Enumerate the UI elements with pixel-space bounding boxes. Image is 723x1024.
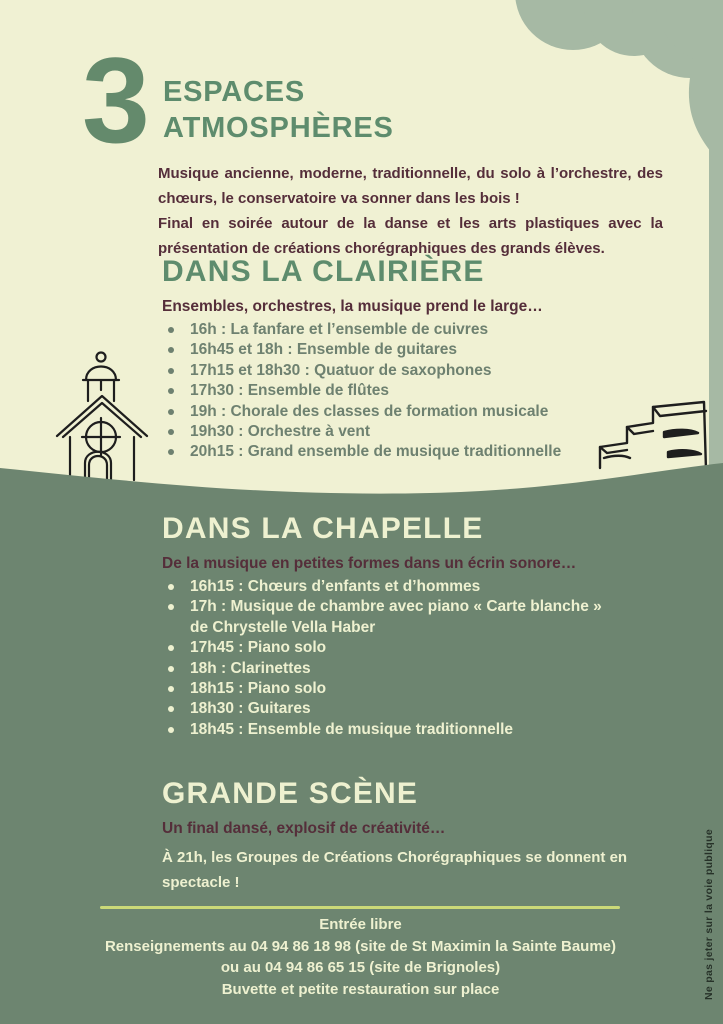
schedule-list	[162, 320, 682, 463]
title-line-1: ESPACES	[163, 76, 306, 108]
schedule-item: 16h15 : Chœurs d’enfants et d’hommes	[162, 577, 682, 597]
schedule-item: 16h : La fanfare et l’ensemble de cuivres	[162, 320, 682, 340]
schedule-item: 19h30 : Orchestre à vent	[162, 422, 682, 442]
schedule-item: 18h45 : Ensemble de musique traditionnelle	[162, 720, 682, 740]
schedule-item: 17h15 et 18h30 : Quatuor de saxophones	[162, 361, 682, 381]
schedule-list	[162, 577, 682, 740]
schedule-item: 19h : Chorale des classes de formation musicale	[162, 402, 682, 422]
section-subtitle: De la musique en petites formes dans un écrin sonore…	[162, 555, 577, 572]
intro-paragraph-1: Musique ancienne, moderne, traditionnelle, du solo à l’orchestre, des chœurs, le conservatoire va sonner dans les bois !	[158, 165, 663, 207]
schedule-item-continuation: de Chrystelle Vella Haber	[190, 618, 376, 636]
side-note-vertical: Ne pas jeter sur la voie publique	[703, 829, 715, 1000]
schedule-item: 18h15 : Piano solo	[162, 679, 682, 699]
bullet-dot-icon	[168, 727, 174, 733]
footer-divider	[100, 906, 620, 909]
schedule-item: 17h : Musique de chambre avec piano « Carte blanche »	[162, 597, 682, 617]
page-number: 3	[82, 32, 150, 168]
schedule-item: 18h : Clarinettes	[162, 659, 682, 679]
bullet-dot-icon	[168, 347, 174, 353]
intro-paragraph-2: Final en soirée autour de la danse et les arts plastiques avec la présentation de créations chorégraphiques des grands élèves.	[158, 215, 663, 257]
section-chapelle	[162, 512, 682, 740]
footer-phone-line-2: ou au 04 94 86 65 15 (site de Brignoles)	[220, 959, 501, 976]
bullet-dot-icon	[168, 368, 174, 374]
section-heading: GRANDE SCÈNE	[162, 777, 419, 810]
bullet-dot-icon	[168, 388, 174, 394]
footer	[38, 914, 683, 1000]
section-heading: DANS LA CLAIRIÈRE	[162, 255, 485, 288]
footer-entry-line: Entrée libre	[319, 916, 402, 933]
intro-text	[158, 161, 663, 261]
schedule-item: 18h30 : Guitares	[162, 699, 682, 719]
title-line-2: ATMOSPHÈRES	[163, 112, 394, 144]
bullet-dot-icon	[168, 409, 174, 415]
bullet-dot-icon	[168, 604, 174, 610]
bullet-dot-icon	[168, 706, 174, 712]
section-grande-scene	[162, 777, 682, 895]
section-heading: DANS LA CHAPELLE	[162, 512, 484, 545]
bullet-dot-icon	[168, 584, 174, 590]
schedule-item: 17h30 : Ensemble de flûtes	[162, 381, 682, 401]
schedule-item: 16h45 et 18h : Ensemble de guitares	[162, 340, 682, 360]
poster-title	[163, 74, 394, 146]
bullet-dot-icon	[168, 666, 174, 672]
bullet-dot-icon	[168, 429, 174, 435]
schedule-item: 17h45 : Piano solo	[162, 638, 682, 658]
section-subtitle: Un final dansé, explosif de créativité…	[162, 820, 446, 837]
section-clairiere	[162, 255, 682, 463]
section-body: À 21h, les Groupes de Créations Chorégraphiques se donnent en spectacle !	[162, 849, 628, 891]
bullet-dot-icon	[168, 686, 174, 692]
footer-refreshments-line: Buvette et petite restauration sur place	[221, 980, 500, 998]
bullet-dot-icon	[168, 645, 174, 651]
bullet-dot-icon	[168, 449, 174, 455]
footer-phone-line-1: Renseignements au 04 94 86 18 98 (site de St Maximin la Sainte Baume)	[104, 937, 617, 955]
schedule-item: 20h15 : Grand ensemble de musique traditionnelle	[162, 442, 682, 462]
section-subtitle: Ensembles, orchestres, la musique prend le large…	[162, 298, 543, 315]
bullet-dot-icon	[168, 327, 174, 333]
